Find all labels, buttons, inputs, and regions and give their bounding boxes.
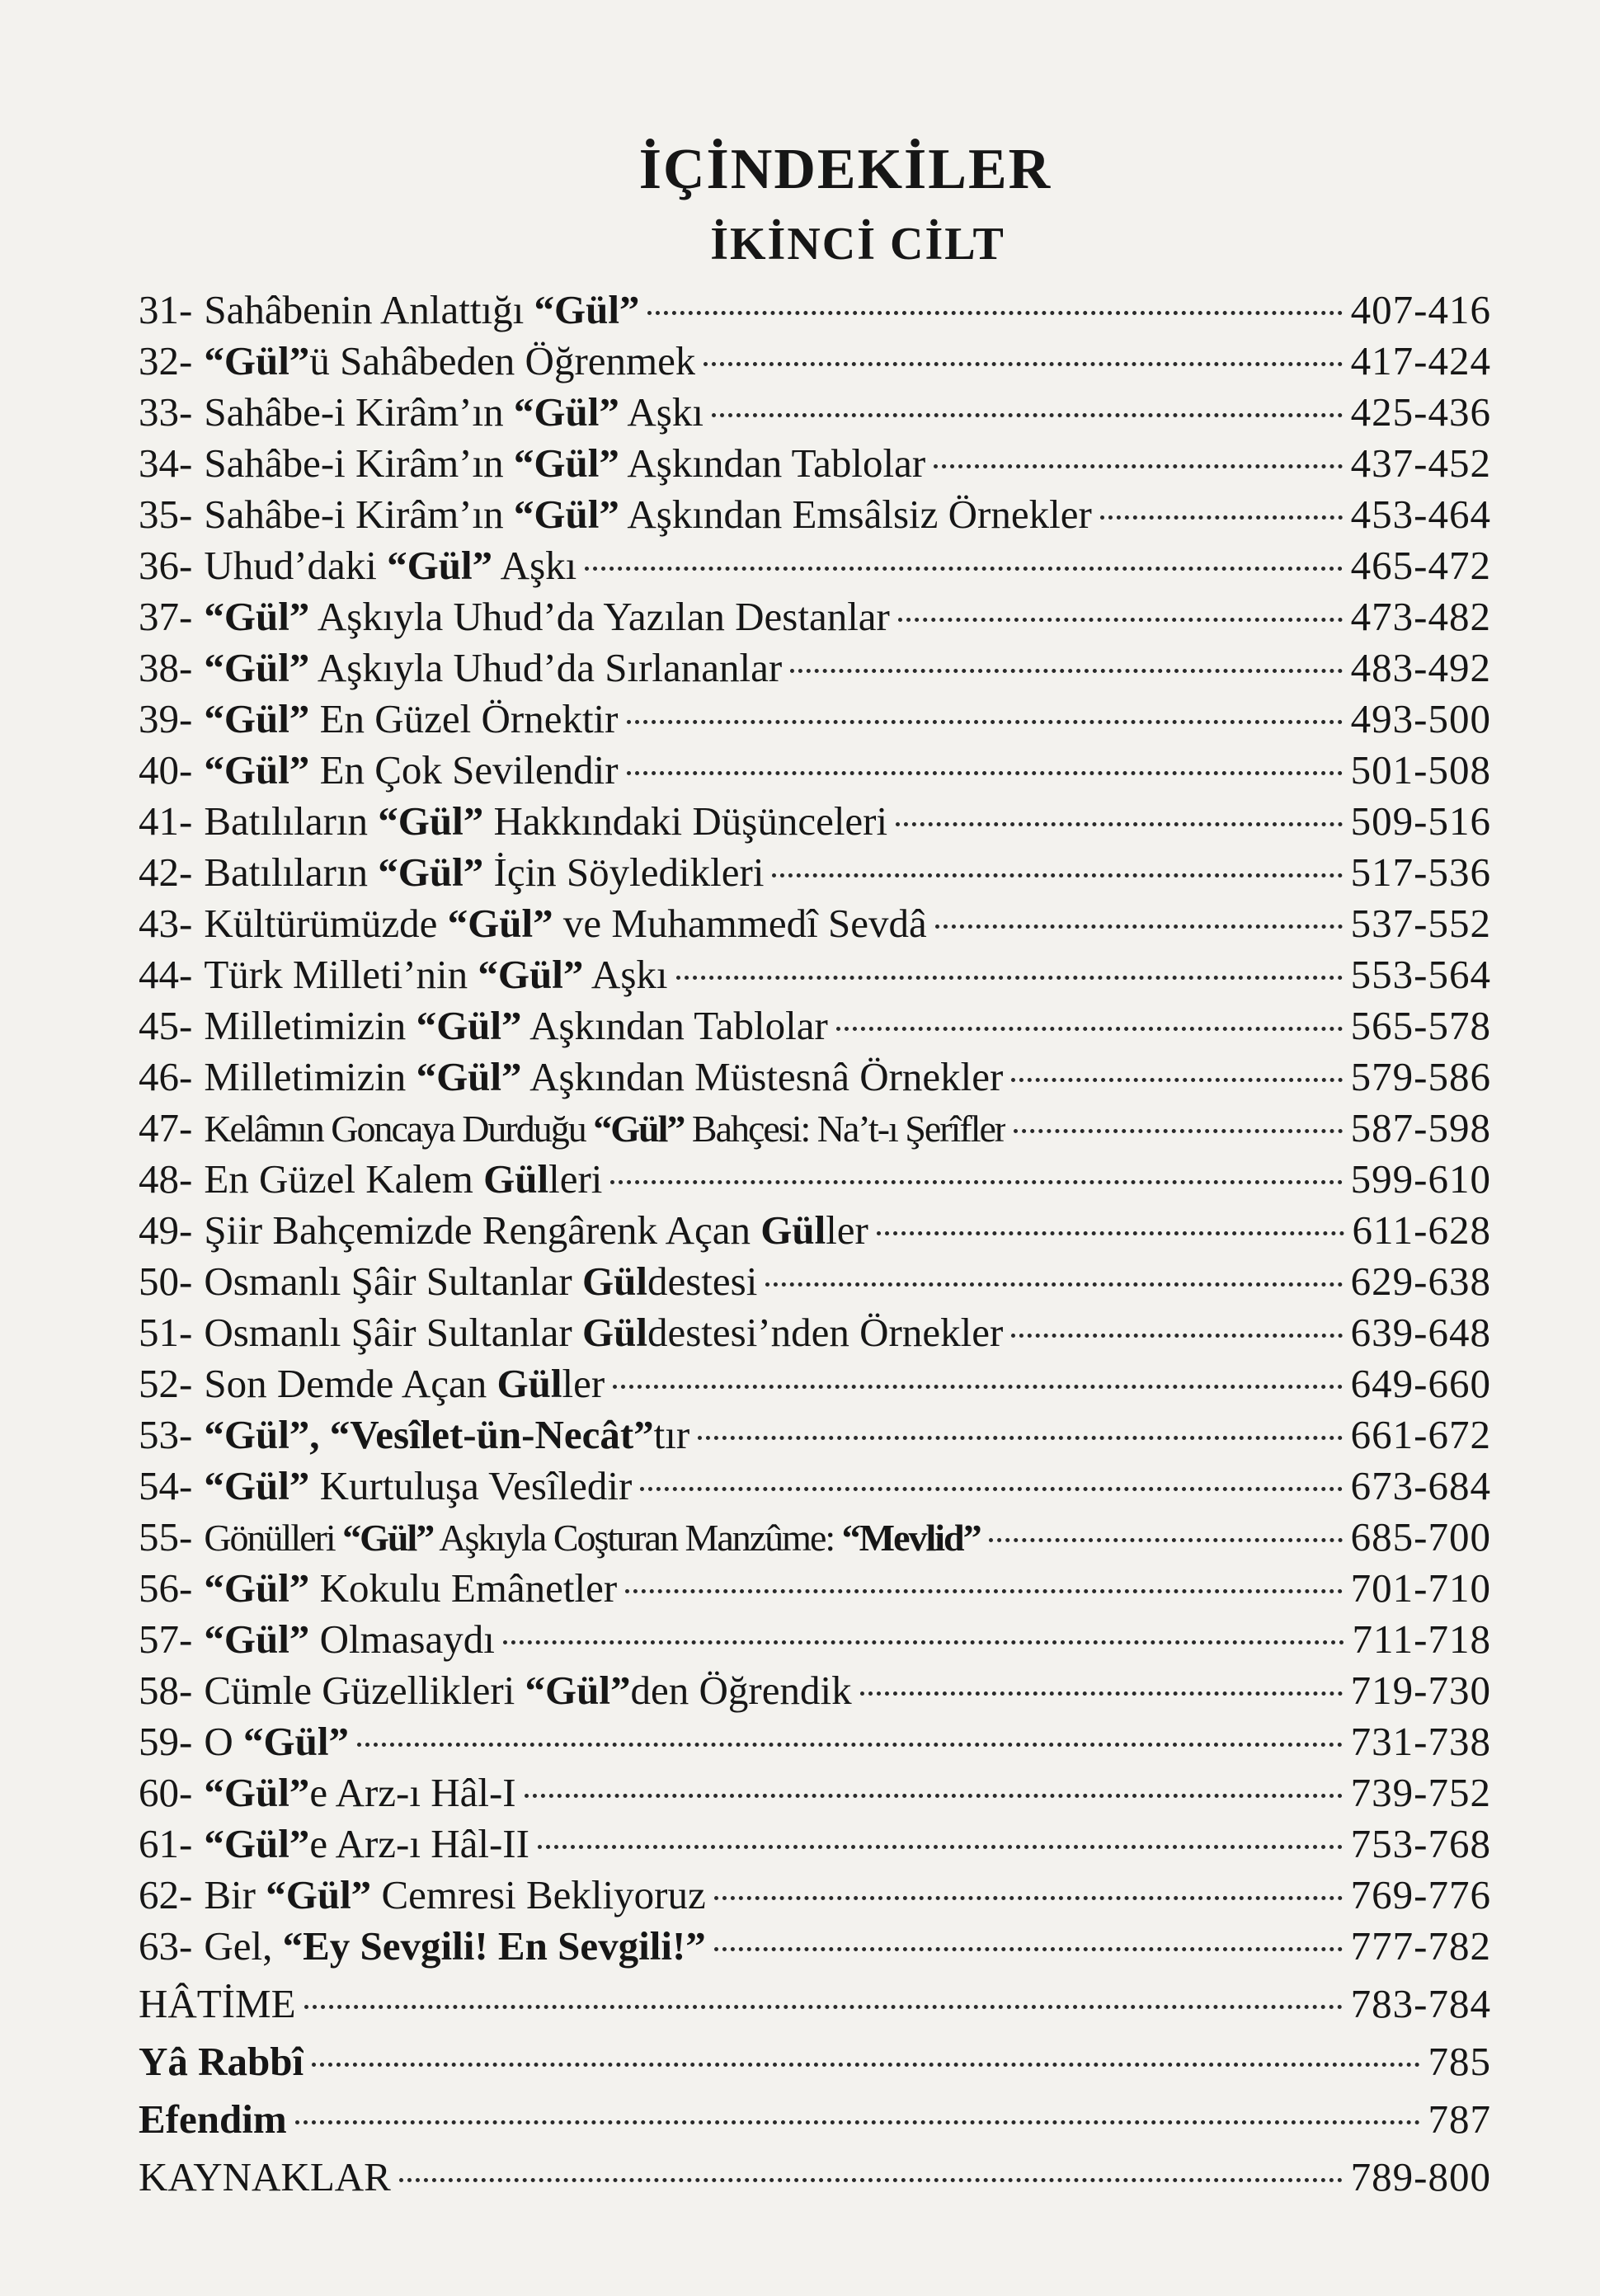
toc-extra-entry xyxy=(139,2152,1491,2203)
toc-entry xyxy=(139,1665,1491,1716)
toc-entry xyxy=(139,1716,1491,1767)
entry-number: 41- xyxy=(139,798,193,844)
dot-leader xyxy=(627,720,1343,724)
entry-number: 53- xyxy=(139,1412,193,1457)
page-range: 787 xyxy=(1428,2096,1491,2142)
dot-leader xyxy=(898,618,1343,622)
extra-title: Yâ Rabbî xyxy=(139,2039,304,2084)
toc-extra-entry xyxy=(139,2036,1491,2087)
page-range: 437-452 xyxy=(1350,440,1491,486)
entry-title xyxy=(204,1052,1003,1103)
entry-title-bold-part: “Gül” xyxy=(204,645,310,690)
entry-title-bold-part: Gül xyxy=(581,1259,647,1304)
entry-title xyxy=(204,1921,705,1972)
toc-entry xyxy=(139,949,1491,1000)
entry-number: 55- xyxy=(139,1514,193,1560)
entry-title-bold-part: “Gül” xyxy=(447,901,553,946)
entry-number: 33- xyxy=(139,389,193,435)
page-range: 639-648 xyxy=(1350,1310,1491,1355)
entry-title xyxy=(204,796,887,847)
dot-leader xyxy=(610,1180,1342,1184)
entry-title xyxy=(204,642,782,694)
entry-title-bold-part: “Gül” xyxy=(534,287,640,332)
entry-number: 42- xyxy=(139,849,193,895)
entry-title-part: Gel, xyxy=(204,1923,283,1969)
toc-entry xyxy=(139,438,1491,489)
entry-title-part: Osmanlı Şâir Sultanlar xyxy=(204,1259,582,1304)
entry-number: 47- xyxy=(139,1105,193,1150)
entry-title-bold-part: “Gül” xyxy=(204,747,310,793)
entry-number: 31- xyxy=(139,287,193,332)
entry-title-bold-part: “Gül” xyxy=(513,440,619,486)
entry-title-part: Olmasaydı xyxy=(309,1616,495,1662)
dot-leader xyxy=(714,1896,1343,1900)
dot-leader xyxy=(613,1385,1342,1389)
entry-title-part: O xyxy=(204,1719,243,1764)
toc-entry xyxy=(139,1358,1491,1409)
page-range: 685-700 xyxy=(1350,1514,1491,1560)
toc-entry xyxy=(139,1256,1491,1307)
entry-title-bold-part: “Gül”, “Vesîlet-ün-Necât” xyxy=(204,1412,654,1457)
page-range: 517-536 xyxy=(1350,849,1491,895)
entry-title-part: En Çok Sevilendir xyxy=(309,747,619,793)
toc-extra-entry xyxy=(139,1978,1491,2030)
entry-number: 43- xyxy=(139,901,193,946)
entry-title-part: Kelâmın Goncaya Durduğu xyxy=(204,1108,594,1150)
entry-title-bold-part: “Gül” xyxy=(204,1463,310,1508)
dot-leader xyxy=(1014,1129,1342,1133)
entry-title xyxy=(204,1665,851,1716)
entry-title xyxy=(204,1154,602,1205)
entry-title-part: Kültürümüzde xyxy=(204,901,448,946)
toc-entry xyxy=(139,1461,1491,1512)
entry-number: 49- xyxy=(139,1207,193,1253)
page-range: 777-782 xyxy=(1350,1923,1491,1969)
entry-title xyxy=(204,1818,529,1870)
entry-title xyxy=(204,898,926,949)
entry-title-bold-part: “Gül” xyxy=(513,492,619,537)
toc-entry xyxy=(139,745,1491,796)
entry-number: 39- xyxy=(139,696,193,741)
entry-title-part: Bir xyxy=(204,1872,266,1917)
dot-leader xyxy=(698,1436,1342,1440)
entry-title-part: leri xyxy=(548,1156,603,1202)
entry-title-part: ve Muhammedî Sevdâ xyxy=(553,901,927,946)
entry-number: 45- xyxy=(139,1003,193,1048)
dot-leader xyxy=(399,2178,1343,2182)
page-range: 579-586 xyxy=(1350,1054,1491,1099)
entry-number: 57- xyxy=(139,1616,193,1662)
entry-title xyxy=(204,949,667,1000)
extra-title: HÂTİME xyxy=(139,1981,296,2026)
page-range: 785 xyxy=(1428,2039,1491,2084)
entry-title-part: Aşkıyla Coşturan Manzûme: xyxy=(433,1517,842,1559)
toc-entry xyxy=(139,694,1491,745)
page-range: 629-638 xyxy=(1350,1259,1491,1304)
dot-leader xyxy=(712,413,1343,417)
entry-title xyxy=(204,1000,828,1052)
toc-entry xyxy=(139,1409,1491,1461)
toc-entry xyxy=(139,1921,1491,1972)
entry-title-part: Sahâbe-i Kirâm’ın xyxy=(204,440,514,486)
page-range: 501-508 xyxy=(1350,747,1491,793)
entry-title-part: Aşkı xyxy=(583,952,668,997)
page-range: 673-684 xyxy=(1350,1463,1491,1508)
entry-number: 32- xyxy=(139,338,193,383)
dot-leader xyxy=(295,2120,1420,2124)
toc-entry xyxy=(139,591,1491,642)
entry-title xyxy=(204,591,890,642)
entry-title xyxy=(204,1409,689,1461)
volume-subtitle: İKİNCİ CİLT xyxy=(710,219,1005,270)
entry-title-part: En Güzel Örnektir xyxy=(309,696,619,741)
dot-leader xyxy=(525,1794,1343,1798)
page-range: 509-516 xyxy=(1350,798,1491,844)
entry-number: 60- xyxy=(139,1770,193,1815)
entry-title-part: Türk Milleti’nin xyxy=(204,952,478,997)
entry-title-part: Aşkından Müstesnâ Örnekler xyxy=(521,1054,1004,1099)
entry-title xyxy=(204,540,576,591)
entry-title-part: e Arz-ı Hâl-I xyxy=(309,1770,516,1815)
entry-title xyxy=(204,1103,1005,1155)
entry-title-bold-part: “Gül” xyxy=(204,696,310,741)
entry-title-part: e Arz-ı Hâl-II xyxy=(309,1821,529,1866)
dot-leader xyxy=(357,1743,1343,1747)
entry-number: 61- xyxy=(139,1821,193,1866)
entry-number: 56- xyxy=(139,1565,193,1611)
page-range: 789-800 xyxy=(1350,2154,1491,2200)
entry-title-part: Kurtuluşa Vesîledir xyxy=(309,1463,633,1508)
entry-number: 50- xyxy=(139,1259,193,1304)
entry-title-bold-part: “Gül” xyxy=(204,1616,310,1662)
entry-title-bold-part: “Gül” xyxy=(478,952,584,997)
page-range: 417-424 xyxy=(1350,338,1491,383)
entry-title xyxy=(204,1205,868,1256)
entry-title-bold-part: “Gül” xyxy=(266,1872,372,1917)
entry-title-bold-part: “Mevlid” xyxy=(841,1517,981,1559)
dot-leader xyxy=(714,1947,1343,1951)
entry-title-part: Aşkıyla Uhud’da Yazılan Destanlar xyxy=(309,594,890,639)
page-range: 769-776 xyxy=(1350,1872,1491,1917)
dot-leader xyxy=(304,2005,1343,2009)
entry-title-bold-part: “Gül” xyxy=(387,543,493,588)
entry-title xyxy=(204,847,764,898)
entry-title xyxy=(204,438,925,489)
entry-number: 37- xyxy=(139,594,193,639)
entry-title-part: destesi’nden Örnekler xyxy=(647,1310,1004,1355)
entry-number: 44- xyxy=(139,952,193,997)
extra-title: Efendim xyxy=(139,2096,287,2142)
entry-title-part: ü Sahâbeden Öğrenmek xyxy=(309,338,696,383)
page-range: 465-472 xyxy=(1350,543,1491,588)
dot-leader xyxy=(585,567,1342,571)
entry-title-part: Aşkından Emsâlsiz Örnekler xyxy=(619,492,1092,537)
toc-entry xyxy=(139,796,1491,847)
page-title: İÇİNDEKİLER xyxy=(638,138,1052,201)
entry-title xyxy=(204,1461,632,1512)
toc-entry xyxy=(139,1103,1491,1154)
entry-number: 36- xyxy=(139,543,193,588)
page-range: 493-500 xyxy=(1350,696,1491,741)
entry-title-part: İçin Söyledikleri xyxy=(483,849,765,895)
toc-entry xyxy=(139,1307,1491,1358)
dot-leader xyxy=(312,2063,1419,2067)
toc-entry xyxy=(139,489,1491,540)
dot-leader xyxy=(640,1487,1342,1491)
toc-entry xyxy=(139,540,1491,591)
entry-title xyxy=(204,745,618,796)
page-range: 611-628 xyxy=(1352,1207,1491,1253)
page-range: 537-552 xyxy=(1350,901,1491,946)
dot-leader xyxy=(989,1538,1343,1542)
toc-entry xyxy=(139,1052,1491,1103)
toc-entry xyxy=(139,1870,1491,1921)
entry-title-part: Milletimizin xyxy=(204,1003,416,1048)
entry-title-part: Batılıların xyxy=(204,798,379,844)
entry-number: 54- xyxy=(139,1463,193,1508)
entry-title-part: Aşkıyla Uhud’da Sırlananlar xyxy=(309,645,783,690)
entry-number: 35- xyxy=(139,492,193,537)
entry-title xyxy=(204,1716,349,1767)
entry-title-part: Aşkı xyxy=(492,543,577,588)
entry-title-part: Son Demde Açan xyxy=(204,1361,497,1406)
entry-title xyxy=(204,1767,515,1818)
toc-entry xyxy=(139,1614,1491,1665)
entry-title-bold-part: Gül xyxy=(760,1207,826,1253)
entry-title-part: Milletimizin xyxy=(204,1054,416,1099)
toc-entry xyxy=(139,898,1491,949)
entry-title xyxy=(204,285,639,336)
entry-title-part: Şiir Bahçemizde Rengârenk Açan xyxy=(204,1207,761,1253)
toc-entry xyxy=(139,847,1491,898)
page-range: 425-436 xyxy=(1350,389,1491,435)
page-range: 753-768 xyxy=(1350,1821,1491,1866)
dot-leader xyxy=(877,1231,1344,1235)
entry-title xyxy=(204,489,1091,540)
entry-number: 59- xyxy=(139,1719,193,1764)
entry-title-part: Osmanlı Şâir Sultanlar xyxy=(204,1310,582,1355)
entry-title-bold-part: “Gül” xyxy=(342,1517,434,1559)
dot-leader xyxy=(503,1640,1344,1644)
entry-title-part: Gönülleri xyxy=(204,1517,343,1559)
entry-title-bold-part: Gül xyxy=(483,1156,549,1202)
entry-title-bold-part: “Gül” xyxy=(242,1719,349,1764)
entry-title-part: tır xyxy=(653,1412,690,1457)
extra-title: KAYNAKLAR xyxy=(139,2154,391,2200)
dot-leader xyxy=(1100,515,1343,520)
entry-title-part: Uhud’daki xyxy=(204,543,388,588)
entry-title xyxy=(204,694,618,745)
entry-title-bold-part: “Gül” xyxy=(204,1821,310,1866)
dot-leader xyxy=(1011,1078,1342,1082)
dot-leader xyxy=(765,1282,1342,1287)
page-range: 661-672 xyxy=(1350,1412,1491,1457)
entry-title-bold-part: “Gül” xyxy=(378,849,484,895)
dot-leader xyxy=(934,464,1343,468)
toc-entry xyxy=(139,1563,1491,1614)
page-range: 783-784 xyxy=(1350,1981,1491,2026)
page-range: 483-492 xyxy=(1350,645,1491,690)
entry-number: 34- xyxy=(139,440,193,486)
entry-title xyxy=(204,1614,495,1665)
toc-entry xyxy=(139,1205,1491,1256)
dot-leader xyxy=(836,1027,1343,1031)
entry-title-part: destesi xyxy=(647,1259,758,1304)
page-range: 407-416 xyxy=(1350,287,1491,332)
entry-title xyxy=(204,336,695,387)
entry-title xyxy=(204,387,704,438)
entry-number: 40- xyxy=(139,747,193,793)
toc-entry xyxy=(139,285,1491,336)
dot-leader xyxy=(647,311,1342,315)
entry-title-bold-part: “Gül” xyxy=(593,1108,685,1150)
entry-title-part: Hakkındaki Düşünceleri xyxy=(483,798,888,844)
toc-entry xyxy=(139,1000,1491,1052)
dot-leader xyxy=(896,822,1343,826)
entry-title-part: Aşkından Tablolar xyxy=(521,1003,828,1048)
toc-entry xyxy=(139,1154,1491,1205)
page-range: 739-752 xyxy=(1350,1770,1491,1815)
table-of-contents xyxy=(139,285,1491,2203)
dot-leader xyxy=(1011,1334,1342,1338)
entry-number: 52- xyxy=(139,1361,193,1406)
dot-leader xyxy=(538,1845,1343,1849)
entry-number: 46- xyxy=(139,1054,193,1099)
entry-title-part: Kokulu Emânetler xyxy=(309,1565,618,1611)
entry-title-part: ler xyxy=(562,1361,605,1406)
entry-number: 58- xyxy=(139,1668,193,1713)
page-range: 711-718 xyxy=(1352,1616,1491,1662)
page-range: 587-598 xyxy=(1350,1105,1491,1150)
page-range: 453-464 xyxy=(1350,492,1491,537)
entry-title-bold-part: “Gül” xyxy=(204,594,310,639)
entry-title-part: Batılıların xyxy=(204,849,379,895)
entry-title xyxy=(204,1256,757,1307)
entry-title-bold-part: “Gül” xyxy=(513,389,619,435)
entry-title-bold-part: “Ey Sevgili! En Sevgili!” xyxy=(282,1923,706,1969)
page-range: 565-578 xyxy=(1350,1003,1491,1048)
entry-title-part: Cemresi Bekliyoruz xyxy=(371,1872,706,1917)
toc-entry xyxy=(139,387,1491,438)
entry-title-bold-part: “Gül” xyxy=(525,1668,631,1713)
entry-title-bold-part: “Gül” xyxy=(204,1565,310,1611)
entry-number: 62- xyxy=(139,1872,193,1917)
toc-extra-entry xyxy=(139,2094,1491,2145)
toc-entry xyxy=(139,1818,1491,1870)
dot-leader xyxy=(676,976,1343,980)
toc-entry xyxy=(139,642,1491,694)
page-range: 473-482 xyxy=(1350,594,1491,639)
page-range: 599-610 xyxy=(1350,1156,1491,1202)
dot-leader xyxy=(627,771,1343,775)
entry-title-bold-part: “Gül” xyxy=(378,798,484,844)
page-range: 649-660 xyxy=(1350,1361,1491,1406)
toc-entry xyxy=(139,336,1491,387)
entry-title xyxy=(204,1513,980,1564)
entry-title-bold-part: “Gül” xyxy=(416,1054,522,1099)
entry-title-bold-part: Gül xyxy=(496,1361,562,1406)
entry-number: 51- xyxy=(139,1310,193,1355)
page-range: 731-738 xyxy=(1350,1719,1491,1764)
entry-number: 48- xyxy=(139,1156,193,1202)
entry-title xyxy=(204,1563,617,1614)
entry-title-part: Sahâbe-i Kirâm’ın xyxy=(204,492,514,537)
entry-title-bold-part: “Gül” xyxy=(204,338,310,383)
entry-title-part: Aşkı xyxy=(619,389,704,435)
dot-leader xyxy=(772,873,1342,877)
entry-title-part: ler xyxy=(826,1207,868,1253)
toc-entry xyxy=(139,1767,1491,1818)
entry-number: 38- xyxy=(139,645,193,690)
page-range: 553-564 xyxy=(1350,952,1491,997)
entry-title-part: Sahâbe-i Kirâm’ın xyxy=(204,389,514,435)
entry-title xyxy=(204,1307,1003,1358)
entry-title xyxy=(204,1358,605,1409)
entry-title-part: Bahçesi: Na’t-ı Şerîfler xyxy=(684,1108,1006,1150)
entry-title-part: den Öğrendik xyxy=(630,1668,852,1713)
page-range: 719-730 xyxy=(1350,1668,1491,1713)
dot-leader xyxy=(935,925,1343,929)
dot-leader xyxy=(790,669,1342,673)
toc-entry xyxy=(139,1512,1491,1563)
entry-title-bold-part: “Gül” xyxy=(204,1770,310,1815)
entry-title-part: Cümle Güzellikleri xyxy=(204,1668,525,1713)
dot-leader xyxy=(625,1589,1343,1593)
entry-number: 63- xyxy=(139,1923,193,1969)
dot-leader xyxy=(704,362,1342,366)
dot-leader xyxy=(860,1691,1343,1696)
entry-title-bold-part: Gül xyxy=(581,1310,647,1355)
entry-title xyxy=(204,1870,705,1921)
entry-title-part: Sahâbenin Anlattığı xyxy=(204,287,534,332)
entry-title-part: Aşkından Tablolar xyxy=(619,440,926,486)
entry-title-part: En Güzel Kalem xyxy=(204,1156,484,1202)
entry-title-bold-part: “Gül” xyxy=(416,1003,522,1048)
page-range: 701-710 xyxy=(1350,1565,1491,1611)
